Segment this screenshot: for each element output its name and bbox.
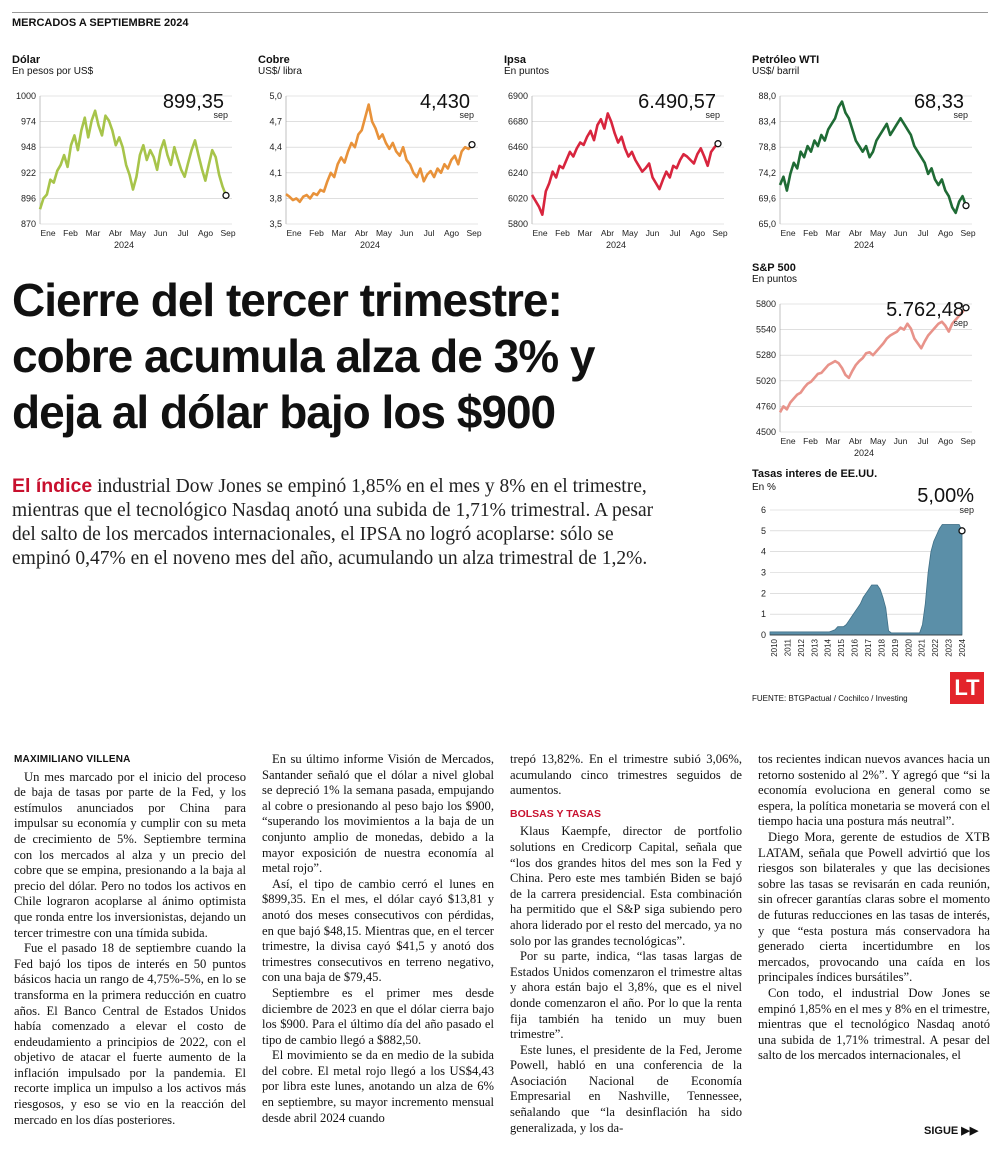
chart-title: Dólar [12,54,41,66]
x-tick-label: Jun [645,228,660,238]
x-tick-label: Abr [848,228,863,238]
chart-title: Ipsa [504,54,527,66]
y-tick-label: 0 [760,630,766,640]
y-tick-label: 896 [20,193,36,204]
x-tick-label: Mar [85,228,101,238]
x-tick-label: Mar [577,228,593,238]
x-tick-label: Jun [893,436,908,446]
y-tick-label: 83,4 [758,116,776,127]
y-tick-label: 5540 [755,324,776,335]
body-paragraph: Fue el pasado 18 de septiembre cuando la Fed bajó los tipos de interés en 50 puntos básicos hacia un rango de 4,75%-5%, en lo se transforma en la primera reducción en cuatro años. El Banco Central de Estados Unidos había comenzado a elevar el costo de endeudamiento a principios de 2022, con el objetivo de atacar el fuerte aumento de la inflación impulsado por la pandemia. El recorte implica un impulso a los activos más riesgosos, y eso se vio en la reacción del mercado en los días posteriores. [14,941,246,1127]
body-paragraph: tos recientes indican nuevos avances hacia un retorno sostenido al 2%”. Y agregó que “si la economía evoluciona en general como se espera, la política monetaria se moverá con el tiempo hacia una postura más neutral”. [758,752,990,829]
chart-petroleo [740,84,985,254]
series-line [286,105,472,202]
body-column-2 [262,752,494,1126]
x-tick-label: 2023 [944,639,954,657]
chart-title: S&P 500 [752,262,796,274]
lead-paragraph [12,474,672,571]
year-label: 2024 [605,240,627,250]
x-tick-label: Feb [803,228,818,238]
x-tick-label: Sep [960,228,976,238]
year-label: 2024 [359,240,381,250]
chart-unit: En % [752,482,776,493]
x-tick-label: 2022 [931,639,941,657]
x-tick-label: 2018 [877,639,887,657]
body-column-4 [758,752,990,1064]
chart-cobre-block [258,54,302,77]
y-tick-label: 88,0 [758,91,776,101]
x-tick-label: Jul [423,228,435,238]
chart-title: Tasas interes de EE.UU. [752,468,878,480]
y-tick-label: 4,4 [269,142,282,153]
x-tick-label: 2016 [850,639,860,657]
x-tick-label: Ene [780,228,796,238]
x-tick-label: 2020 [904,639,914,657]
chart-title: Petróleo WTI [752,54,820,66]
chart-title: Cobre [258,54,290,66]
subhead: BOLSAS Y TASAS [510,807,602,820]
x-tick-label: Mar [331,228,347,238]
x-tick-label: 2015 [837,639,847,657]
y-tick-label: 4,1 [269,167,282,178]
y-tick-label: 74,2 [758,167,776,178]
chart-sp500 [740,292,985,462]
x-tick-label: May [129,228,147,238]
body-column-1 [14,752,246,1128]
current-value: 5.762,48 [886,299,964,321]
x-tick-label: 2011 [783,639,793,657]
x-tick-label: May [621,228,639,238]
body-paragraph: Este lunes, el presidente de la Fed, Jerome Powell, habló en una conferencia de la Asociación Nacional de Economía Empresarial en Nashville, Tennessee, señalando que “la desinflación ha sido generalizada, y los da- [510,1042,742,1135]
series-line [40,111,226,209]
y-tick-label: 65,0 [758,219,776,229]
last-point-marker [715,141,721,147]
lead-kicker: El índice [12,475,93,497]
x-tick-label: 2013 [810,639,820,657]
current-value: 4,430 [419,91,470,113]
x-tick-label: Ago [937,436,954,446]
y-tick-label: 4 [760,546,766,557]
y-tick-label: 4500 [755,427,776,437]
headline-line: cobre acumula alza de 3% y [12,330,595,382]
chart-dolar [0,84,245,254]
x-tick-label: Jun [893,228,908,238]
last-point-marker [959,528,965,534]
current-value: 68,33 [913,91,964,113]
chart-dolar-block [12,54,93,77]
body-paragraph: trepó 13,82%. En el trimestre subió 3,06%, acumulando cinco trimestres seguidos de aumentos. [510,752,742,798]
x-tick-label: Jun [153,228,168,238]
x-tick-label: May [375,228,393,238]
x-tick-label: Abr [848,436,863,446]
y-tick-label: 870 [20,219,36,229]
x-tick-label: Jul [917,436,929,446]
chart-unit: US$/ libra [258,66,302,77]
series-line [532,113,718,214]
x-tick-label: Feb [309,228,324,238]
source-note: FUENTE: BTGPactual / Cochilco / Investing [752,694,908,703]
x-tick-label: Mar [825,436,841,446]
y-tick-label: 4,7 [269,116,282,127]
year-label: 2024 [113,240,135,250]
chart-sp500-block [752,262,797,285]
continue-label: SIGUE ▶▶ [924,1125,979,1137]
y-tick-label: 5020 [755,375,776,386]
y-tick-label: 948 [20,142,36,153]
y-tick-label: 3,5 [269,219,282,229]
x-tick-label: Ago [689,228,706,238]
y-tick-label: 5 [760,525,766,536]
x-tick-label: Feb [803,436,818,446]
x-tick-label: Jul [917,228,929,238]
x-tick-label: Jul [669,228,681,238]
period-label: sep [213,110,228,120]
y-tick-label: 4760 [755,401,776,412]
period-label: sep [953,110,968,120]
x-tick-label: Ago [197,228,214,238]
y-tick-label: 974 [20,116,36,127]
chart-ipsa [492,84,737,254]
body-column-3 [510,752,742,1136]
y-tick-label: 1000 [15,91,36,101]
x-tick-label: Jul [177,228,189,238]
x-tick-label: 2024 [958,639,967,657]
area-series [770,525,962,635]
top-rule [12,12,988,13]
headline-line: Cierre del tercer trimestre: [12,274,562,326]
x-tick-label: Ene [286,228,302,238]
y-tick-label: 1 [760,609,766,620]
x-tick-label: 2012 [796,639,806,657]
last-point-marker [963,203,969,209]
y-tick-label: 922 [20,167,36,178]
x-tick-label: Sep [220,228,236,238]
current-value: 6.490,57 [638,91,716,113]
y-tick-label: 6 [760,505,766,515]
x-tick-label: 2014 [823,639,833,657]
x-tick-label: Sep [712,228,728,238]
headline-line: deja al dólar bajo los $900 [12,386,556,438]
x-tick-label: May [869,228,887,238]
chart-cobre [246,84,491,254]
x-tick-label: May [869,436,887,446]
y-tick-label: 3 [760,567,766,578]
y-tick-label: 6240 [507,167,528,178]
x-tick-label: Ene [40,228,56,238]
y-tick-label: 5800 [755,299,776,309]
current-value: 5,00% [917,485,974,507]
y-tick-label: 5800 [507,219,528,229]
body-paragraph: Con todo, el industrial Dow Jones se empinó 1,85% en el mes y 8% en el trimestre, mientras que el tecnológico Nasdaq anotó una subida de 1,71% trimestral. A pesar del salto de los mercados internacionales, el [758,985,990,1063]
body-paragraph: Un mes marcado por el inicio del proceso de baja de tasas por parte de la Fed, y los estímulos anunciados por China para impulsar su economía y cumplir con su meta de crecimiento de 5%. Septiembre termina con los mercados al alza y un precio del cobre que se empina, presionando a la baja al precio del dólar. Pero no todos los activos en Chile lograron acoplarse al ánimo optimista que ronda entre los inversionistas, dejando un tercer trimestre con una tímida subida. [14,769,246,940]
last-point-marker [223,192,229,198]
period-label: sep [953,318,968,328]
y-tick-label: 5,0 [269,91,282,101]
body-paragraph: En su último informe Visión de Mercados, Santander señaló que el dólar a nivel global se depreció 1% la semana pasada, empujando al cobre o presionando al peso bajo los $900, “superando los movimientos a la baja de un conjunto amplio de monedas, debido a la mayor exposición de nuestra economía al metal rojo”. [262,752,494,876]
chart-unit: US$/ barril [752,66,800,77]
byline: MAXIMILIANO VILLENA [14,754,131,765]
x-tick-label: Ene [532,228,548,238]
y-tick-label: 6680 [507,116,528,127]
x-tick-label: Abr [354,228,369,238]
chart-ipsa-block [504,54,549,77]
headline [12,272,742,440]
y-tick-label: 69,6 [758,193,776,204]
year-label: 2024 [853,240,875,250]
x-tick-label: Sep [960,436,976,446]
x-tick-label: Ago [937,228,954,238]
chart-unit: En pesos por US$ [12,66,94,77]
x-tick-label: 2021 [917,639,927,657]
body-paragraph: Diego Mora, gerente de estudios de XTB LATAM, señala que Powell advirtió que los riesgos son bilaterales y que las decisiones sobre las tasas se revisarán en cada reunión, sin ofrecer garantías claras sobre el momento de futuras reducciones en las tasas de interés, y que “esta postura más conservadora ha generado cierta incertidumbre en los mercados, provocando una caída en los principales índices bursátiles”. [758,829,990,985]
series-line [780,102,966,213]
period-label: sep [705,110,720,120]
x-tick-label: 2010 [770,639,779,657]
body-paragraph: Septiembre es el primer mes desde diciembre de 2023 en que el dólar cierra bajo los $900. Para el último día del año pasado el tipo de cambio llegó a $882,50. [262,985,494,1047]
y-tick-label: 78,8 [758,142,776,153]
x-tick-label: 2019 [890,639,900,657]
x-tick-label: 2017 [864,639,873,657]
current-value: 899,35 [162,91,224,113]
body-paragraph: El movimiento se da en medio de la subida del cobre. El metal rojo llegó a los US$4,43 por libra este lunes, anotando un alza de 6% en septiembre, su mayor incremento mensual desde abril 2024 cuando [262,1048,494,1125]
y-tick-label: 6020 [507,193,528,204]
y-tick-label: 6900 [507,91,528,101]
series-line [780,308,966,413]
year-label: 2024 [853,448,875,458]
body-paragraph: Klaus Kaempfe, director de portfolio solutions en Credicorp Capital, señala que “los dos grandes hitos del mes son la Fed y China. Pero este mes también Biden se bajó de la carrera presidencial. Esta combinación ha permitido que el S&P siga subiendo pero ahora liderado por el resto del mercado, ya no solo por las grandes tecnológicas”. [510,824,742,948]
lead-text: industrial Dow Jones se empinó 1,85% en el mes y 8% en el trimestre, mientras que el tecnológico Nasdaq anotó una subida de 1,71% trimestral. A pesar del salto de los mercados internacionales, el IPSA no logró acoplarse: sólo se empinó 0,47% en el noveno mes del año, acumulando un alza trimestral de 1,2%. [12,476,654,569]
x-tick-label: Mar [825,228,841,238]
chart-tasas [740,480,985,680]
x-tick-label: Abr [108,228,123,238]
last-point-marker [469,142,475,148]
chart-unit: En puntos [504,66,550,77]
x-tick-label: Sep [466,228,482,238]
x-tick-label: Feb [555,228,570,238]
y-tick-label: 5280 [755,350,776,361]
y-tick-label: 2 [760,588,766,599]
y-tick-label: 3,8 [269,193,282,204]
x-tick-label: Ene [780,436,796,446]
period-label: sep [459,110,474,120]
lt-logo: LT [950,672,984,704]
x-tick-label: Abr [600,228,615,238]
x-tick-label: Jun [399,228,414,238]
chart-petroleo-block [752,54,819,77]
body-paragraph: Así, el tipo de cambio cerró el lunes en $899,35. En el mes, el dólar cayó $13,81 y anotó dos meses consecutivos con pérdidas, en que bajó $48,15. Mientras que, en el tercer trimestre, la divisa cayó $41,5 y anotó dos trimestres consecutivos en terreno negativo, con una baja de $79,45. [262,876,494,985]
x-tick-label: Ago [443,228,460,238]
period-label: sep [959,505,974,515]
section-tag: MERCADOS A SEPTIEMBRE 2024 [12,17,189,29]
x-tick-label: Feb [63,228,78,238]
y-tick-label: 6460 [507,142,528,153]
body-paragraph: Por su parte, indica, “las tasas largas de Estados Unidos comenzaron el trimestre altas y ahora están bajo el 3,8%, que es el nivel donde comenzaron el año. Por lo que la renta fija también ha tenido un muy buen trimestre”. [510,949,742,1042]
chart-unit: En puntos [752,274,798,285]
